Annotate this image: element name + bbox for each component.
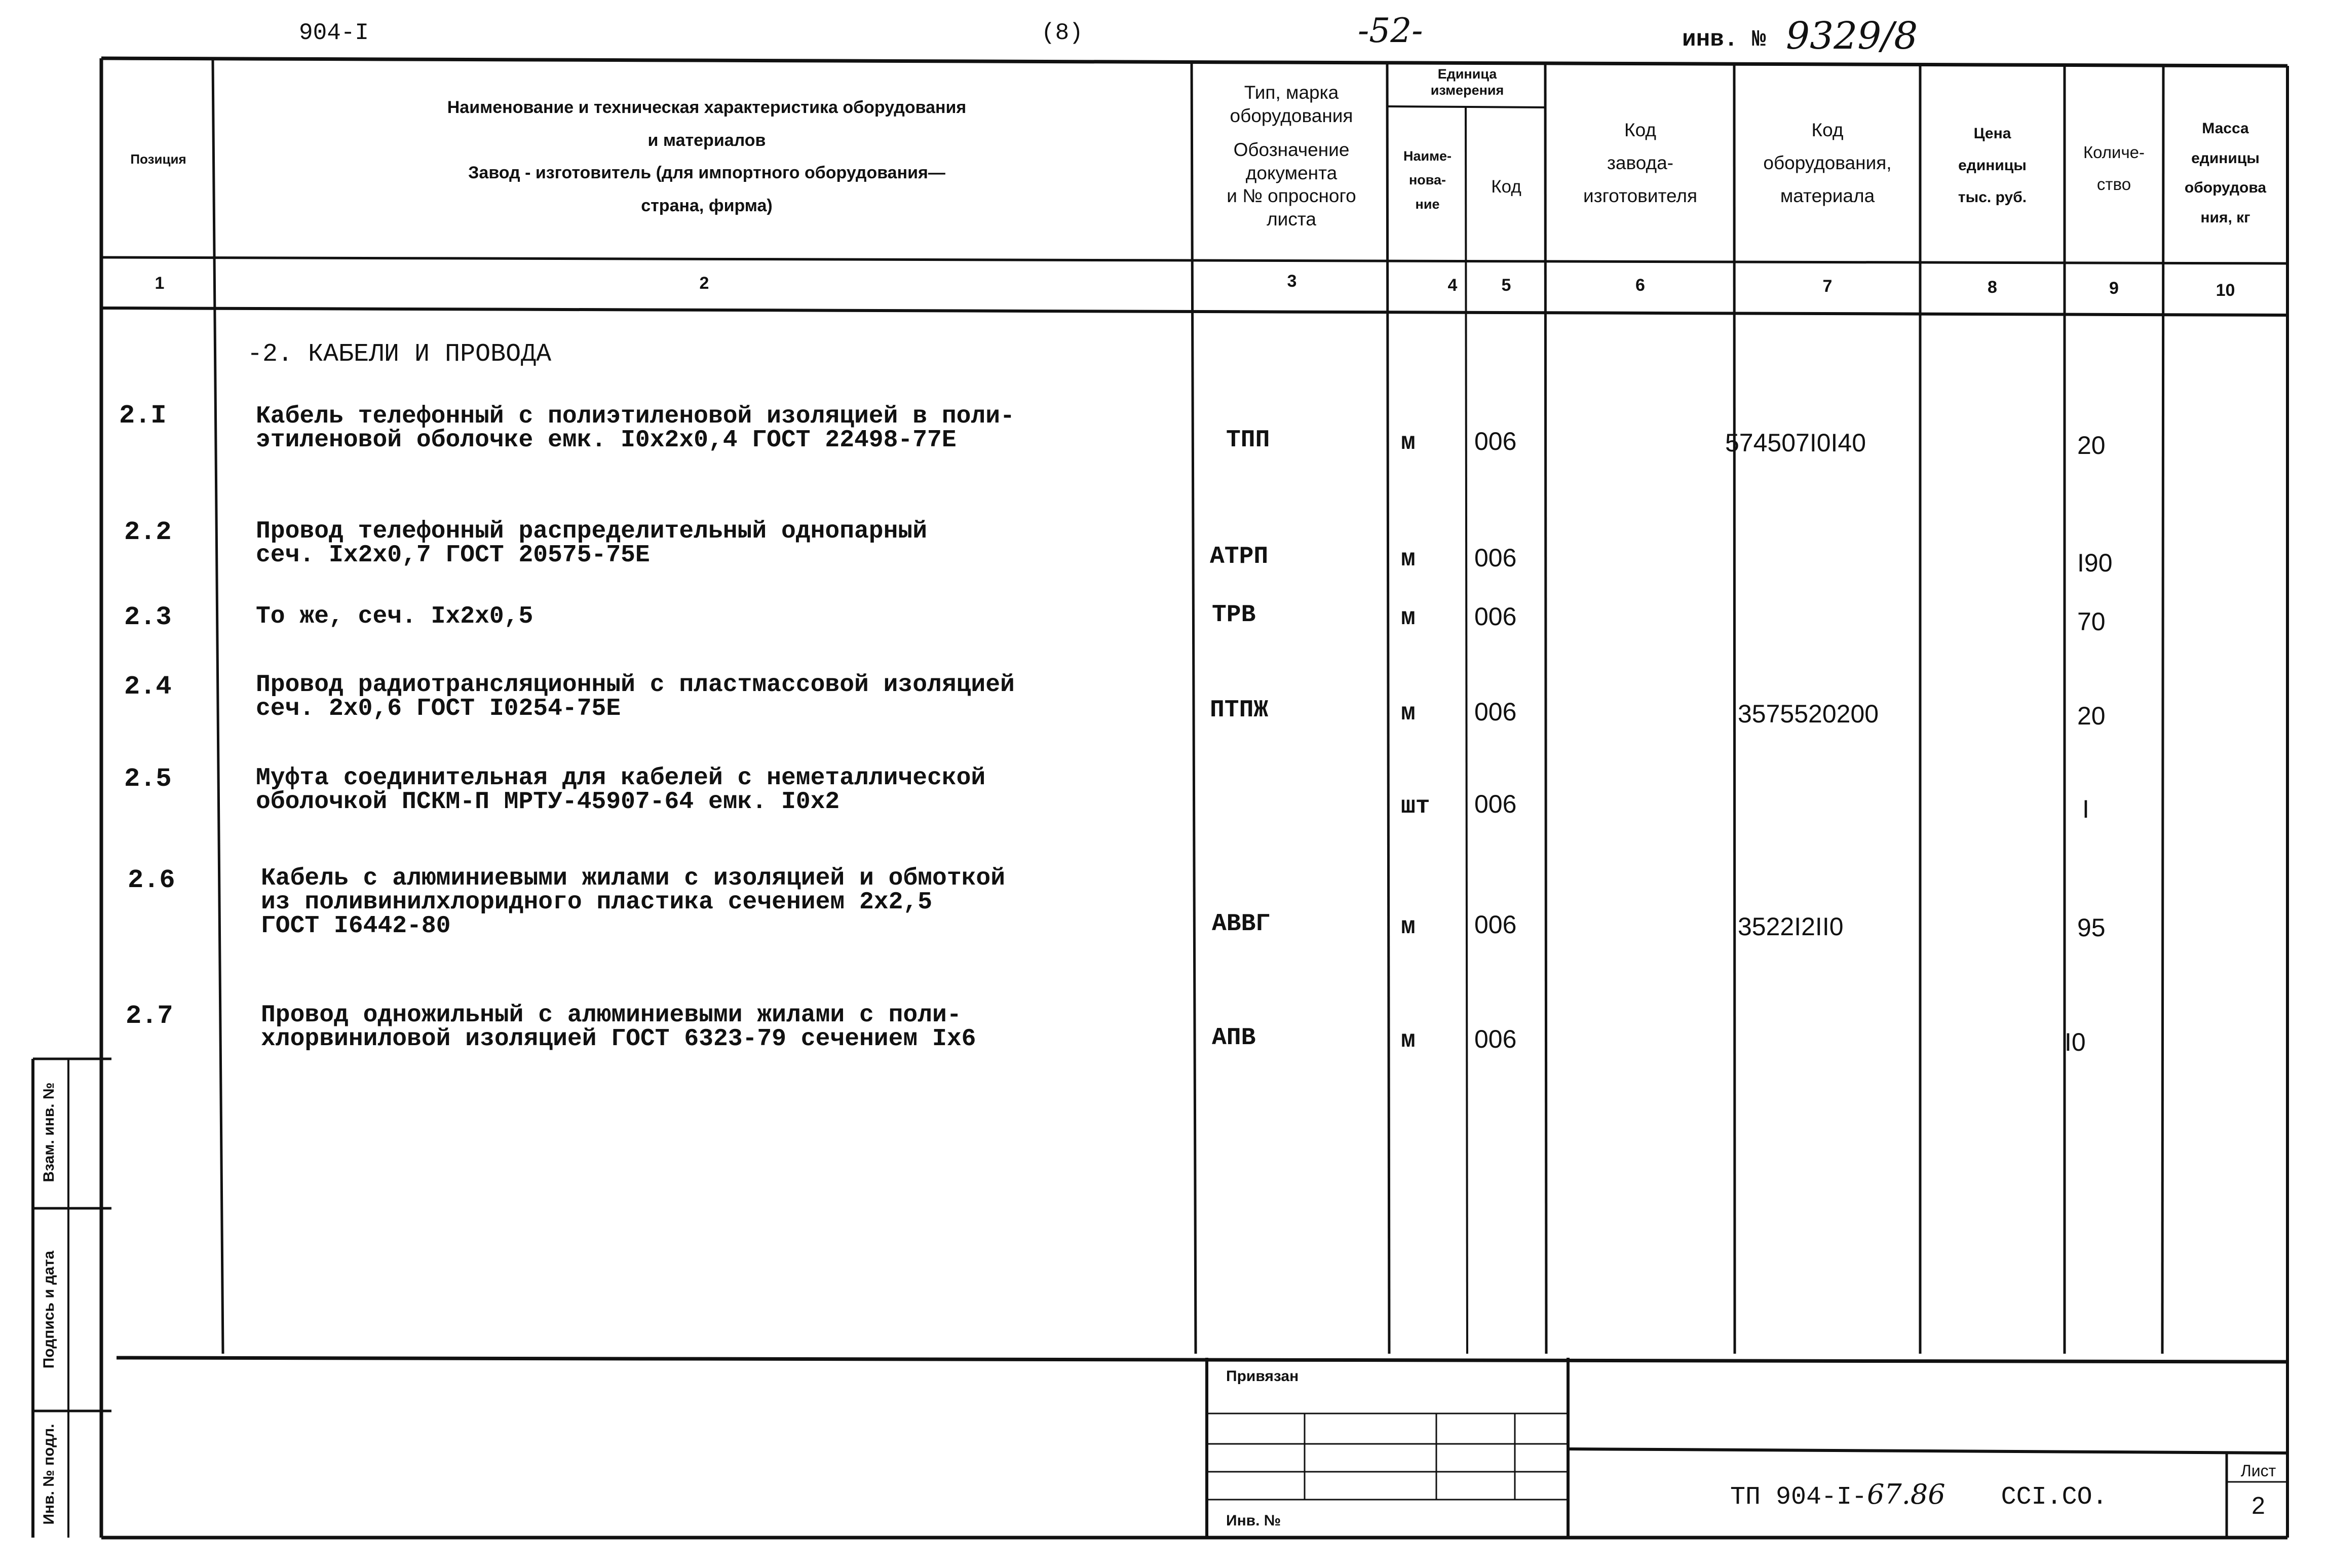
row-name-line: ГОСТ I6442-80 (261, 912, 451, 940)
row-name-line: сеч. 2х0,6 ГОСТ I0254-75Е (256, 695, 621, 722)
row-name-line: Провод одножильный с алюминиевыми жилами с поли- (261, 1002, 962, 1029)
row-type: АТРП (1210, 543, 1269, 570)
row-name-line: оболочкой ПСКМ-П МРТУ-45907-64 емк. I0х2 (256, 788, 840, 816)
row-name-line: Кабель телефонный с полиэтиленовой изоляцией в поли- (256, 403, 1015, 430)
col-type-line4: документа (1245, 162, 1338, 183)
col-type-line5: и № опросного (1227, 185, 1356, 206)
row-name-line: Провод радиотрансляционный с пластмассовой изоляцией (256, 671, 1015, 699)
col-number-6: 6 (1635, 276, 1645, 295)
col-name-header (228, 91, 1186, 222)
unit-group-line1: Единица (1437, 66, 1497, 82)
row-unit: м (1401, 429, 1416, 456)
col-unit-code-header: Код (1491, 177, 1521, 197)
row-name-line: сеч. Iх2х0,7 ГОСТ 20575-75Е (256, 542, 650, 569)
col-number-8: 8 (1988, 278, 1997, 297)
col-factory-code-line1: Код (1624, 120, 1656, 140)
row-position: 2.7 (126, 1001, 173, 1031)
row-material-code: 574507I0I40 (1725, 429, 1866, 457)
unit-group-header (1389, 66, 1545, 99)
col-material-code-line3: материала (1780, 185, 1875, 206)
col-unit-name-line1: Наиме- (1403, 148, 1452, 164)
col-quantity-line2: ство (2096, 174, 2131, 194)
col-number-4: 4 (1447, 276, 1458, 295)
row-quantity: 95 (2077, 913, 2106, 942)
col-unit-name-line3: ние (1415, 196, 1440, 212)
col-type-header (1196, 81, 1387, 231)
stamp-privyazan: Привязан (1226, 1368, 1299, 1385)
row-type: ТРВ (1212, 601, 1256, 629)
row-position: 2.4 (124, 672, 172, 702)
row-type: ТПП (1226, 427, 1270, 454)
doc-code-prefix: ТП 904-I- (1730, 1483, 1867, 1512)
doc-code-suffix: ССI.СО. (2001, 1483, 2108, 1512)
col-position-header: Позиция (130, 151, 186, 167)
page-in-parens: (8) (1041, 20, 1083, 46)
row-unit-code: 006 (1474, 544, 1517, 572)
inventory-label: инв. № (1682, 26, 1766, 53)
col-mass-line1: Масса (2202, 120, 2249, 137)
row-material-code: 3522I2II0 (1738, 912, 1844, 941)
unit-group-line2: измерения (1430, 83, 1504, 98)
sheet-number: 2 (2251, 1493, 2265, 1519)
handwritten-page-number: -52- (1358, 11, 1423, 50)
row-unit-code: 006 (1474, 698, 1517, 726)
row-position: 2.5 (124, 764, 172, 794)
row-name-line: То же, сеч. Iх2х0,5 (256, 603, 533, 630)
row-unit-code: 006 (1474, 790, 1517, 818)
col-type-line2: оборудования (1230, 105, 1353, 126)
col-mass-line4: ния, кг (2200, 209, 2250, 226)
row-position: 2.I (119, 401, 167, 431)
row-type: АПВ (1212, 1024, 1256, 1052)
row-name-line: Провод телефонный распределительный однопарный (256, 518, 928, 545)
col-material-code-header (1735, 114, 1920, 212)
col-quantity-header (2065, 137, 2163, 200)
series-label: 904-I (299, 20, 369, 46)
row-unit-code: 006 (1474, 602, 1517, 631)
row-quantity: 70 (2077, 607, 2106, 636)
col-number-10: 10 (2216, 281, 2235, 300)
row-position: 2.3 (124, 602, 172, 632)
col-quantity-line1: Количе- (2083, 143, 2145, 162)
row-name-line: этиленовой оболочке емк. I0x2x0,4 ГОСТ 22498-77Е (256, 427, 957, 454)
document-code (1730, 1478, 2108, 1510)
col-material-code-line2: оборудования, (1763, 152, 1892, 173)
col-mass-line2: единицы (2191, 149, 2260, 167)
col-number-5: 5 (1501, 276, 1511, 295)
row-unit-code: 006 (1474, 910, 1517, 939)
col-unit-name-line2: нова- (1408, 172, 1446, 188)
row-unit-code: 006 (1474, 427, 1517, 455)
row-unit: м (1401, 1027, 1416, 1054)
stamp-inv-no: Инв. № (1226, 1512, 1281, 1529)
row-quantity: I0 (2065, 1028, 2086, 1056)
col-factory-code-header (1546, 114, 1734, 212)
col-type-line3: Обозначение (1233, 139, 1350, 160)
col-material-code-line1: Код (1811, 120, 1844, 140)
col-type-line6: листа (1267, 208, 1316, 230)
side-label-inv-podl: Инв. № подл. (41, 1424, 57, 1525)
row-type: АВВГ (1212, 910, 1271, 938)
col-type-line1: Тип, марка (1244, 82, 1339, 103)
col-name-line4: страна, фирма) (641, 196, 773, 215)
sheet-label: Лист (2240, 1462, 2276, 1480)
row-name-line: из поливинилхлоридного пластика сечением 2х2,5 (261, 889, 933, 916)
doc-code-handwritten: 67.86 (1867, 1478, 1945, 1510)
inventory-number: 9329/8 (1786, 14, 1918, 58)
row-unit-code: 006 (1474, 1025, 1517, 1053)
row-quantity: 20 (2077, 702, 2106, 730)
row-unit: м (1401, 913, 1416, 941)
col-number-2: 2 (699, 274, 709, 293)
col-name-line2: и материалов (647, 130, 766, 150)
row-quantity: 20 (2077, 431, 2106, 460)
row-name-line: хлорвиниловой изоляцией ГОСТ 6323-79 сечением Iх6 (261, 1025, 976, 1053)
row-type: ПТПЖ (1210, 697, 1269, 724)
col-number-9: 9 (2109, 279, 2119, 298)
side-label-vzam: Взам. инв. № (41, 1082, 57, 1182)
col-name-line1: Наименование и техническая характеристика оборудования (447, 98, 967, 117)
col-number-1: 1 (155, 274, 165, 293)
row-unit: м (1401, 700, 1416, 727)
side-label-podpis: Подпись и дата (41, 1250, 57, 1369)
col-mass-header (2163, 114, 2287, 233)
row-quantity: I90 (2077, 549, 2113, 577)
row-unit: шт (1401, 793, 1430, 820)
row-position: 2.2 (124, 517, 172, 547)
col-unit-name-header (1389, 144, 1466, 216)
row-name-line: Кабель с алюминиевыми жилами с изоляцией и обмоткой (261, 865, 1006, 892)
col-name-line3: Завод - изготовитель (для импортного оборудования— (468, 163, 945, 183)
row-material-code: 3575520200 (1738, 700, 1879, 728)
col-price-header (1920, 118, 2065, 213)
col-price-line2: единицы (1958, 157, 2027, 174)
col-number-7: 7 (1822, 277, 1833, 296)
row-unit: м (1401, 604, 1416, 632)
row-unit: м (1401, 546, 1416, 573)
col-number-3: 3 (1287, 272, 1297, 291)
col-mass-line3: оборудова (2184, 179, 2267, 196)
col-factory-code-line3: изготовителя (1583, 185, 1698, 206)
row-quantity: I (2082, 795, 2089, 823)
row-name-line: Муфта соединительная для кабелей с неметаллической (256, 764, 986, 792)
row-position: 2.6 (128, 865, 175, 895)
col-price-line1: Цена (1973, 125, 2011, 142)
col-price-line3: тыс. руб. (1958, 189, 2027, 206)
section-title: -2. КАБЕЛИ И ПРОВОДА (247, 340, 552, 369)
col-factory-code-line2: завода- (1607, 152, 1674, 173)
